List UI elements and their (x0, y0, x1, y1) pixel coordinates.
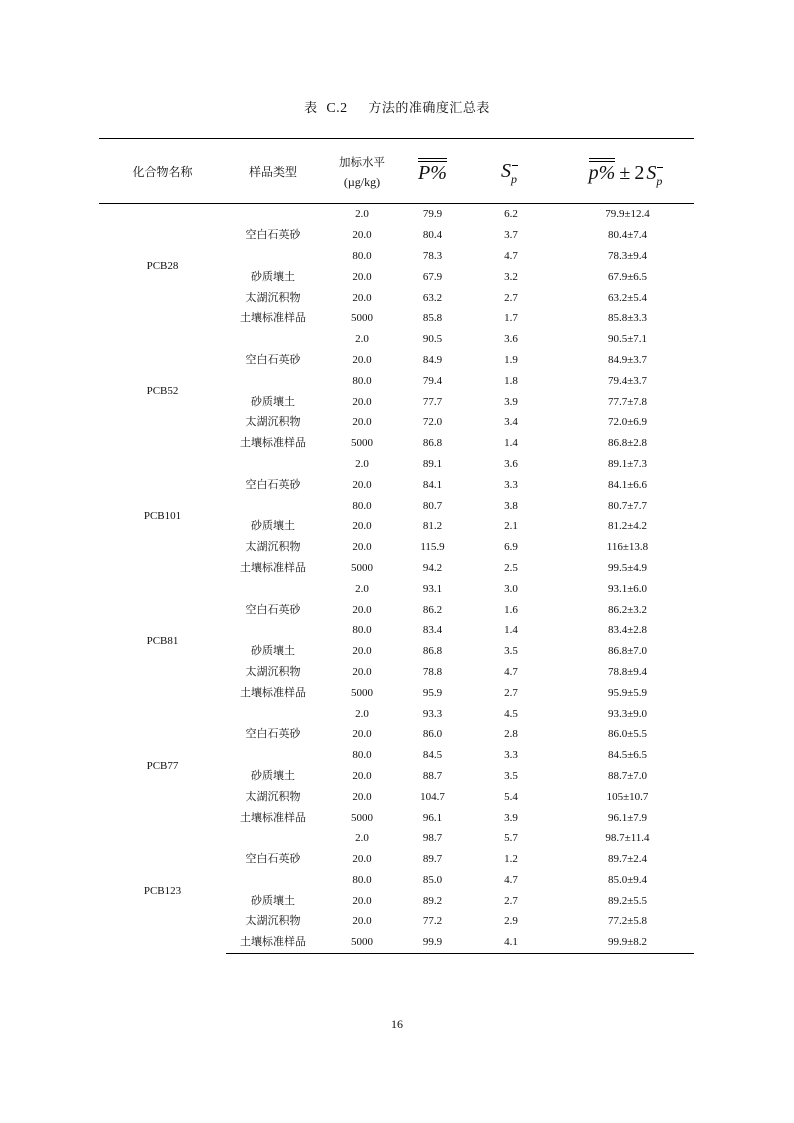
cell-sample-type: 太湖沉积物 (245, 789, 301, 803)
cell-spike-level: 80.0 (352, 749, 372, 762)
cell-sample-type: 空白石英砂 (245, 852, 301, 866)
cell-recovery-range: 89.1±7.3 (607, 457, 648, 470)
cell-mean-recovery: 86.2 (422, 603, 443, 616)
cell-std-dev: 3.9 (504, 811, 518, 824)
cell-std-dev: 6.9 (504, 541, 518, 554)
cell-mean-recovery: 95.9 (422, 686, 443, 699)
cell-sample-type: 太湖沉积物 (245, 415, 301, 429)
cell-spike-level: 20.0 (352, 853, 372, 866)
header-recovery-range (561, 139, 694, 204)
cell-recovery-range: 79.9±12.4 (605, 208, 650, 221)
cell-sample-type: 砂质壤土 (251, 519, 295, 533)
cell-recovery-range: 93.1±6.0 (607, 582, 648, 595)
cell-mean-recovery: 90.5 (422, 333, 443, 346)
cell-mean-recovery: 93.3 (422, 707, 443, 720)
cell-recovery-range: 83.4±2.8 (607, 624, 648, 637)
cell-recovery-range: 89.2±5.5 (607, 894, 648, 907)
cell-std-dev: 2.7 (504, 686, 518, 699)
cell-sample-type: 太湖沉积物 (245, 664, 301, 678)
cell-recovery-range: 98.7±11.4 (605, 832, 650, 845)
cell-std-dev: 3.7 (504, 229, 518, 242)
cell-mean-recovery: 67.9 (422, 270, 443, 283)
cell-recovery-range: 95.9±5.9 (607, 686, 648, 699)
table-body (99, 204, 694, 954)
table-row (99, 454, 694, 475)
cell-spike-level: 20.0 (352, 291, 372, 304)
cell-mean-recovery: 72.0 (422, 416, 443, 429)
cell-mean-recovery: 80.4 (422, 229, 443, 242)
cell-recovery-range: 105±10.7 (606, 790, 649, 803)
cell-spike-level: 5000 (351, 811, 373, 824)
cell-std-dev: 5.4 (504, 790, 518, 803)
cell-spike-level: 80.0 (352, 374, 372, 387)
cell-mean-recovery: 99.9 (404, 932, 461, 953)
cell-std-dev: 1.6 (504, 603, 518, 616)
cell-std-dev: 4.7 (504, 873, 518, 886)
cell-compound: PCB28 (146, 260, 179, 273)
cell-recovery-range: 84.1±6.6 (607, 478, 648, 491)
cell-recovery-range: 99.5±4.9 (607, 561, 648, 574)
cell-spike-level: 5000 (320, 932, 404, 953)
cell-spike-level: 5000 (351, 437, 373, 450)
header-range-subscript (656, 165, 666, 188)
header-spike-level-label: 加标水平 (339, 155, 385, 169)
page-number: 16 (391, 1017, 403, 1031)
cell-sample-type: 砂质壤土 (251, 394, 295, 408)
header-std-dev-sub-p: p (511, 171, 517, 186)
cell-std-dev: 4.7 (504, 249, 518, 262)
cell-mean-recovery: 84.9 (422, 353, 443, 366)
cell-sample-type: 空白石英砂 (245, 602, 301, 616)
cell-mean-recovery: 89.2 (422, 894, 443, 907)
header-range-s: S (646, 161, 657, 184)
header-sample-type: 样品类型 (226, 139, 320, 204)
cell-sample-type: 土壤标准样品 (240, 560, 306, 574)
cell-spike-level: 20.0 (352, 915, 372, 928)
cell-std-dev: 3.5 (504, 645, 518, 658)
cell-std-dev: 2.9 (504, 915, 518, 928)
cell-std-dev: 6.2 (504, 208, 518, 221)
header-range-two: 2 (634, 161, 645, 184)
cell-recovery-range: 88.7±7.0 (607, 769, 648, 782)
cell-mean-recovery: 79.9 (422, 208, 443, 221)
cell-spike-level: 2.0 (355, 582, 369, 595)
cell-recovery-range: 72.0±6.9 (607, 416, 648, 429)
cell-mean-recovery: 80.7 (422, 499, 443, 512)
cell-mean-recovery: 77.7 (422, 395, 443, 408)
cell-spike-level: 2.0 (355, 333, 369, 346)
cell-sample-type: 土壤标准样品 (240, 810, 306, 824)
cell-sample-type: 空白石英砂 (245, 477, 301, 491)
cell-sample-type: 空白石英砂 (245, 228, 301, 242)
cell-std-dev: 1.2 (504, 853, 518, 866)
header-mean-recovery (404, 139, 461, 204)
cell-std-dev: 3.9 (504, 395, 518, 408)
cell-mean-recovery: 84.1 (422, 478, 443, 491)
header-range-sub-p: p (656, 173, 663, 188)
cell-std-dev: 3.6 (504, 333, 518, 346)
cell-sample-type: 太湖沉积物 (245, 540, 301, 554)
header-compound: 化合物名称 (99, 139, 226, 204)
cell-sample-type: 砂质壤土 (251, 644, 295, 658)
cell-spike-level: 20.0 (352, 769, 372, 782)
header-range-p: p% (589, 158, 616, 185)
caption-title: 方法的准确度汇总表 (368, 101, 490, 116)
cell-recovery-range: 96.1±7.9 (607, 811, 648, 824)
cell-std-dev: 1.4 (504, 624, 518, 637)
cell-std-dev: 2.5 (504, 561, 518, 574)
cell-mean-recovery: 77.2 (422, 915, 443, 928)
cell-mean-recovery: 104.7 (420, 790, 445, 803)
cell-spike-level: 5000 (351, 312, 373, 325)
cell-std-dev: 1.9 (504, 353, 518, 366)
cell-sample-type: 太湖沉积物 (245, 914, 301, 928)
cell-spike-level: 20.0 (352, 270, 372, 283)
cell-recovery-range: 77.7±7.8 (607, 395, 648, 408)
header-std-dev-symbol (501, 159, 521, 186)
cell-std-dev: 2.7 (504, 894, 518, 907)
cell-spike-level: 20.0 (352, 478, 372, 491)
cell-mean-recovery: 93.1 (422, 582, 443, 595)
cell-mean-recovery: 94.2 (422, 561, 443, 574)
cell-recovery-range: 99.9±8.2 (561, 932, 694, 953)
cell-spike-level: 20.0 (352, 603, 372, 616)
cell-compound: PCB77 (146, 759, 179, 772)
cell-recovery-range: 84.5±6.5 (607, 749, 648, 762)
cell-std-dev: 3.5 (504, 769, 518, 782)
cell-recovery-range: 85.0±9.4 (607, 873, 648, 886)
header-mean-recovery-symbol: P% (418, 158, 447, 185)
cell-recovery-range: 86.8±7.0 (607, 645, 648, 658)
table-caption (0, 97, 794, 117)
table-row (99, 828, 694, 849)
caption-label: 表 (304, 101, 318, 116)
cell-std-dev: 3.2 (504, 270, 518, 283)
header-std-dev-s: S (501, 159, 511, 182)
cell-spike-level: 20.0 (352, 790, 372, 803)
cell-std-dev: 1.8 (504, 374, 518, 387)
cell-spike-level: 2.0 (355, 208, 369, 221)
cell-compound: PCB81 (146, 634, 179, 647)
cell-mean-recovery: 79.4 (422, 374, 443, 387)
cell-mean-recovery: 88.7 (422, 769, 443, 782)
cell-recovery-range: 116±13.8 (606, 541, 649, 554)
cell-spike-level: 80.0 (352, 499, 372, 512)
cell-spike-level: 20.0 (352, 416, 372, 429)
cell-spike-level: 20.0 (352, 645, 372, 658)
cell-std-dev: 4.7 (504, 665, 518, 678)
cell-mean-recovery: 63.2 (422, 291, 443, 304)
cell-spike-level: 80.0 (352, 624, 372, 637)
table-row (99, 578, 694, 599)
header-std-dev (461, 139, 561, 204)
cell-spike-level: 20.0 (352, 395, 372, 408)
cell-spike-level: 20.0 (352, 894, 372, 907)
cell-compound: PCB52 (146, 385, 179, 398)
cell-mean-recovery: 81.2 (422, 520, 443, 533)
header-recovery-range-formula (588, 161, 667, 188)
cell-recovery-range: 67.9±6.5 (607, 270, 648, 283)
cell-sample-type: 砂质壤土 (251, 269, 295, 283)
header-row (99, 139, 694, 204)
cell-spike-level: 5000 (351, 686, 373, 699)
caption-number: C.2 (326, 101, 348, 116)
cell-spike-level: 20.0 (352, 353, 372, 366)
cell-compound: PCB123 (143, 884, 182, 897)
cell-sample-type: 太湖沉积物 (245, 290, 301, 304)
header-spike-level (320, 139, 404, 204)
cell-mean-recovery: 85.0 (422, 873, 443, 886)
cell-sample-type: 土壤标准样品 (240, 685, 306, 699)
cell-sample-type: 土壤标准样品 (240, 436, 306, 450)
cell-spike-level: 20.0 (352, 728, 372, 741)
cell-spike-level: 2.0 (355, 832, 369, 845)
cell-std-dev: 3.0 (504, 582, 518, 595)
cell-recovery-range: 86.2±3.2 (607, 603, 648, 616)
cell-mean-recovery: 83.4 (422, 624, 443, 637)
cell-recovery-range: 85.8±3.3 (607, 312, 648, 325)
table-row (99, 329, 694, 350)
cell-spike-level: 20.0 (352, 229, 372, 242)
cell-recovery-range: 86.0±5.5 (607, 728, 648, 741)
cell-spike-level: 80.0 (352, 249, 372, 262)
cell-spike-level: 20.0 (352, 541, 372, 554)
cell-mean-recovery: 89.7 (422, 853, 443, 866)
cell-std-dev: 5.7 (504, 832, 518, 845)
cell-std-dev: 3.3 (504, 749, 518, 762)
cell-compound: PCB101 (143, 509, 182, 522)
cell-mean-recovery: 78.8 (422, 665, 443, 678)
cell-std-dev: 1.7 (504, 312, 518, 325)
cell-recovery-range: 78.8±9.4 (607, 665, 648, 678)
cell-mean-recovery: 96.1 (422, 811, 443, 824)
cell-std-dev: 3.4 (504, 416, 518, 429)
cell-mean-recovery: 98.7 (422, 832, 443, 845)
cell-sample-type: 空白石英砂 (245, 727, 301, 741)
cell-recovery-range: 89.7±2.4 (607, 853, 648, 866)
cell-recovery-range: 79.4±3.7 (607, 374, 648, 387)
cell-recovery-range: 93.3±9.0 (607, 707, 648, 720)
cell-mean-recovery: 89.1 (422, 457, 443, 470)
cell-recovery-range: 90.5±7.1 (607, 333, 648, 346)
cell-recovery-range: 81.2±4.2 (607, 520, 648, 533)
cell-recovery-range: 80.4±7.4 (607, 229, 648, 242)
cell-mean-recovery: 85.8 (422, 312, 443, 325)
cell-std-dev: 4.1 (461, 932, 561, 953)
cell-spike-level: 2.0 (355, 457, 369, 470)
cell-std-dev: 2.1 (504, 520, 518, 533)
cell-std-dev: 3.3 (504, 478, 518, 491)
cell-mean-recovery: 86.8 (422, 645, 443, 658)
cell-std-dev: 2.8 (504, 728, 518, 741)
cell-std-dev: 1.4 (504, 437, 518, 450)
cell-std-dev: 3.6 (504, 457, 518, 470)
cell-std-dev: 3.8 (504, 499, 518, 512)
cell-recovery-range: 86.8±2.8 (607, 437, 648, 450)
cell-spike-level: 20.0 (352, 665, 372, 678)
header-range-pm: ± (619, 161, 631, 184)
cell-sample-type: 砂质壤土 (251, 768, 295, 782)
header-spike-level-unit: (µg/kg) (343, 175, 381, 189)
accuracy-summary-table (99, 138, 694, 954)
cell-sample-type: 土壤标准样品 (226, 932, 320, 953)
cell-sample-type: 土壤标准样品 (240, 311, 306, 325)
cell-recovery-range: 63.2±5.4 (607, 291, 648, 304)
table-header (99, 139, 694, 204)
cell-sample-type: 空白石英砂 (245, 352, 301, 366)
cell-mean-recovery: 86.0 (422, 728, 443, 741)
cell-recovery-range: 78.3±9.4 (607, 249, 648, 262)
cell-mean-recovery: 115.9 (420, 541, 445, 554)
cell-std-dev: 4.5 (504, 707, 518, 720)
cell-recovery-range: 80.7±7.7 (607, 499, 648, 512)
cell-spike-level: 2.0 (355, 707, 369, 720)
table-row (99, 703, 694, 724)
header-std-dev-subscript (511, 163, 521, 186)
cell-std-dev: 2.7 (504, 291, 518, 304)
cell-spike-level: 80.0 (352, 873, 372, 886)
cell-spike-level: 5000 (351, 561, 373, 574)
cell-recovery-range: 77.2±5.8 (607, 915, 648, 928)
table-row (99, 204, 694, 225)
cell-spike-level: 20.0 (352, 520, 372, 533)
cell-recovery-range: 84.9±3.7 (607, 353, 648, 366)
cell-mean-recovery: 84.5 (422, 749, 443, 762)
cell-sample-type: 砂质壤土 (251, 893, 295, 907)
cell-mean-recovery: 86.8 (422, 437, 443, 450)
cell-mean-recovery: 78.3 (422, 249, 443, 262)
